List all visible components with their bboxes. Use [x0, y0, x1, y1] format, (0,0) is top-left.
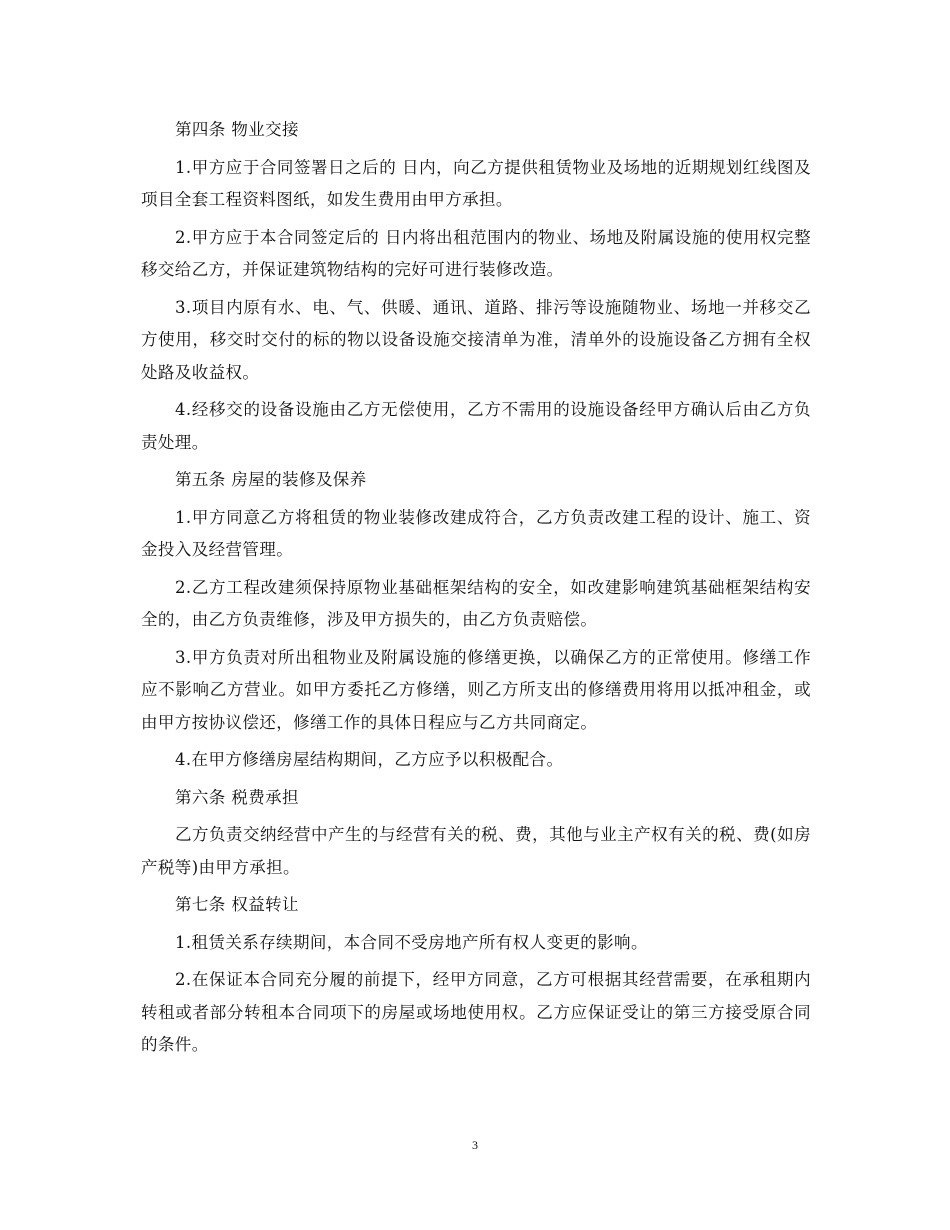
clause-4-1: 1.甲方应于合同签署日之后的 日内，向乙方提供租赁物业及场地的近期规划红线图及项目全套工程资料图纸，如发生费用由甲方承担。: [141, 157, 811, 209]
section-heading-article-5: 第五条 房屋的装修及保养: [175, 470, 367, 489]
clause-5-2: 2.乙方工程改建须保持原物业基础框架结构的安全，如改建影响建筑基础框架结构安全的，由乙方负责维修，涉及甲方损失的，由乙方负责赔偿。: [141, 577, 811, 629]
section-heading-article-6: 第六条 税费承担: [175, 787, 299, 807]
section-heading-article-4: 第四条 物业交接: [175, 120, 299, 139]
clause-4-4: 4.经移交的设备设施由乙方无偿使用，乙方不需用的设施设备经甲方确认后由乙方负责处理。: [141, 400, 811, 452]
clause-5-4: 4.在甲方修缮房屋结构期间，乙方应予以积极配合。: [175, 750, 564, 769]
clause-5-1: 1.甲方同意乙方将租赁的物业装修改建成符合，乙方负责改建工程的设计、施工、资金投入及经营管理。: [141, 507, 811, 559]
clause-4-3: 3.项目内原有水、电、气、供暖、通讯、道路、排污等设施随物业、场地一并移交乙方使用，移交时交付的标的物以设备设施交接清单为准，清单外的设施设备乙方拥有全权处路及收益权。: [141, 297, 811, 382]
clause-7-2: 2.在保证本合同充分履的前提下，经甲方同意，乙方可根据其经营需要，在承租期内转租或者部分转租本合同项下的房屋或场地使用权。乙方应保证受让的第三方接受原合同的条件。: [141, 970, 811, 1054]
clause-7-1: 1.租赁关系存续期间，本合同不受房地产所有权人变更的影响。: [175, 932, 648, 952]
clause-5-3: 3.甲方负责对所出租物业及附属设施的修缮更换，以确保乙方的正常使用。修缮工作应不影响乙方营业。如甲方委托乙方修缮，则乙方所支出的修缮费用将用以抵冲租金，或由甲方按协议偿还，修缮工作的具体日程应与乙方共同商定。: [141, 647, 811, 732]
clause-4-2: 2.甲方应于本合同签定后的 日内将出租范围内的物业、场地及附属设施的使用权完整移交给乙方，并保证建筑物结构的完好可进行装修改造。: [141, 227, 811, 279]
page-number: 3: [472, 1138, 478, 1152]
clause-6-body: 乙方负责交纳经营中产生的与经营有关的税、费，其他与业主产权有关的税、费(如房产税等)由甲方承担。: [141, 825, 811, 877]
document-body: [141, 114, 811, 1067]
section-heading-article-7: 第七条 权益转让: [175, 895, 299, 914]
